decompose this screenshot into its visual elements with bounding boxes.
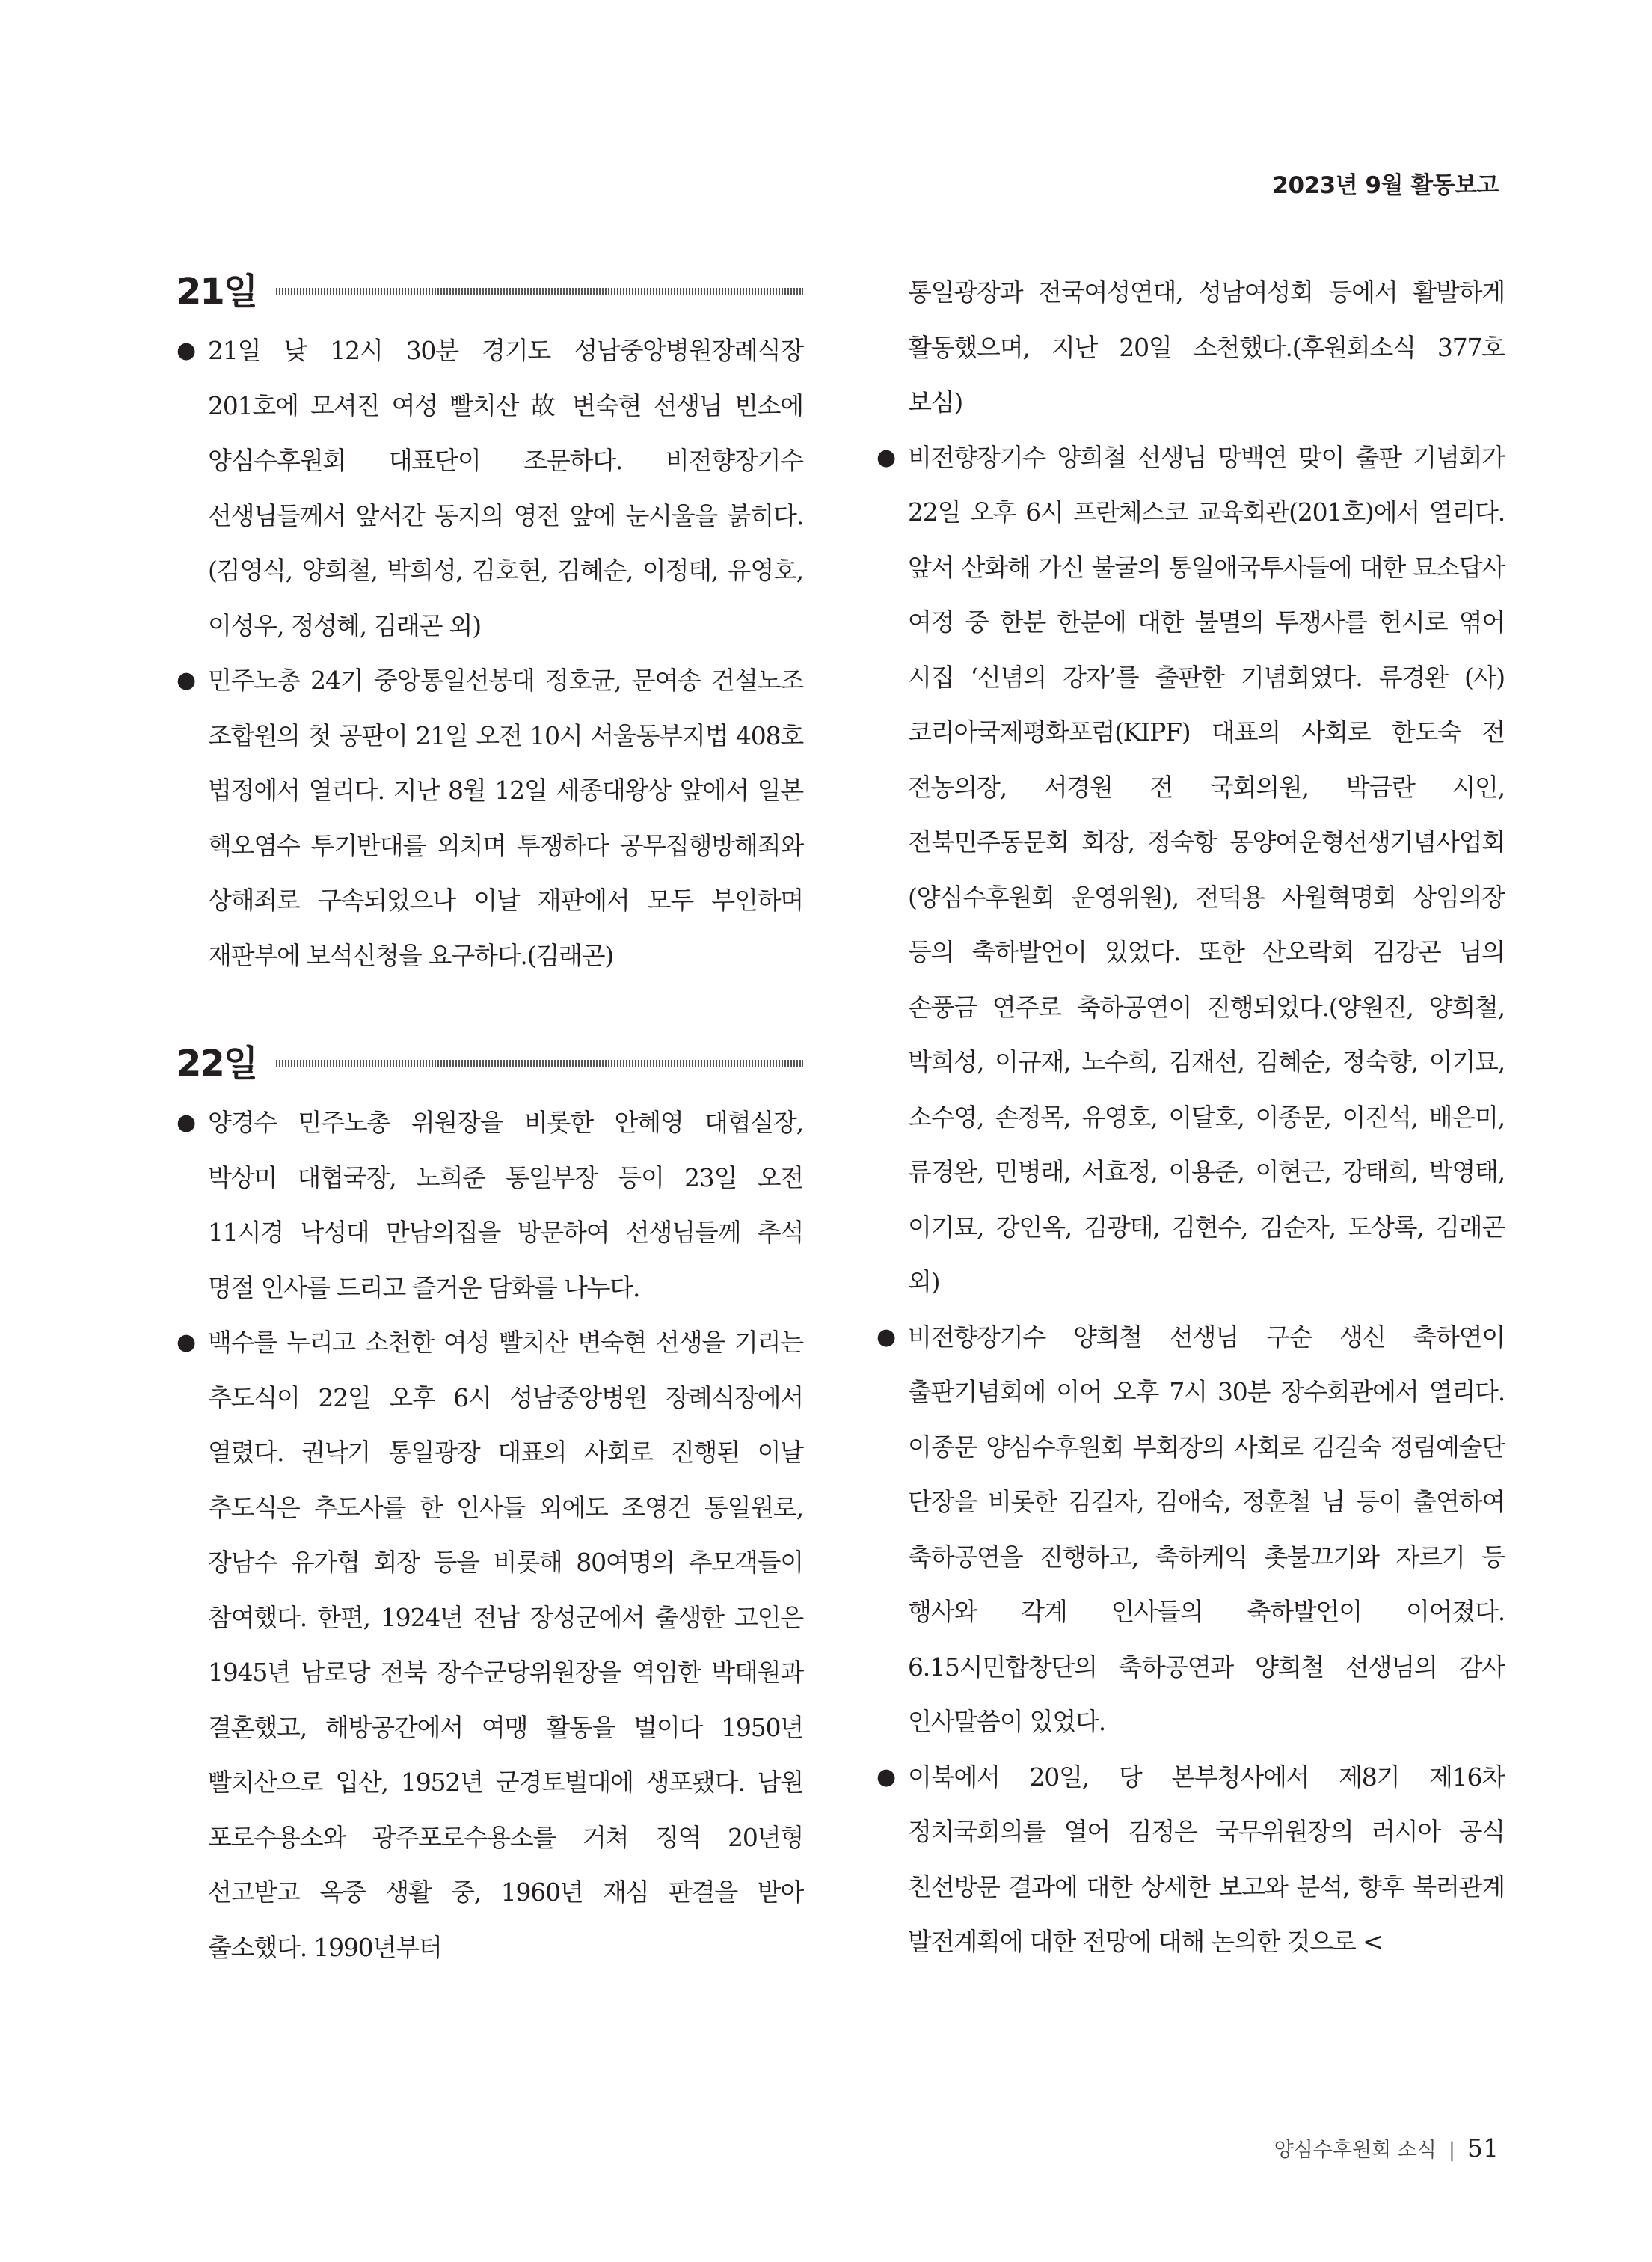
page-footer bbox=[1274, 2133, 1499, 2163]
page-header-title: 2023년 9월 활동보고 bbox=[1272, 172, 1499, 199]
list-item bbox=[876, 1310, 1505, 1750]
footer-separator: | bbox=[1448, 2139, 1455, 2162]
bullet-icon: ● bbox=[176, 1329, 197, 1355]
item-text: 비전향장기수 양희철 선생님 구순 생신 축하연이 출판기념회에 이어 오후 7시 30분 장수회관에서 열리다. 이종문 양심수후원회 부회장의 사회로 김길숙 정림예술단 단장을 비롯한 김길자, 김애숙, 정훈철 님 등이 출연하여 축하공연을 진행하고, 축하케익 촛불끄기와 자르기 등 행사와 각계 인사들의 축하발언이 이어졌다. 6.15시민합창단의 축하공연과 양희철 선생님의 감사 인사말씀이 있었다. bbox=[908, 1322, 1505, 1736]
list-item bbox=[176, 323, 803, 653]
publication-name: 양심수후원회 소식 bbox=[1274, 2139, 1437, 2162]
list-item bbox=[876, 1750, 1505, 1970]
section-day-label: 22일 bbox=[176, 1043, 257, 1085]
item-text: 비전향장기수 양희철 선생님 망백연 맞이 출판 기념회가 22일 오후 6시 프란체스코 교육회관(201호)에서 열리다. 앞서 산화해 가신 불굴의 통일애국투사들에 대한 묘소답사 여정 중 한분 한분에 대한 불멸의 투쟁사를 헌시로 엮어 시집 ‘신념의 강자’를 출판한 기념회였다. 류경완 (사)코리아국제평화포럼(KIPF) 대표의 사회로 한도숙 전 전농의장, 서경원 전 국회의원, 박금란 시인, 전북민주동문회 회장, 정숙항 몽양여운형선생기념사업회(양심수후원회 운영위원), 전덕용 사월혁명회 상임의장 등의 축하발언이 있었다. 또한 산오락회 김강곤 님의 손풍금 연주로 축하공연이 진행되었다.(양원진, 양희철, 박희성, 이규재, 노수희, 김재선, 김혜순, 정숙향, 이기묘, 소수영, 손정목, 유영호, 이달호, 이종문, 이진석, 배은미, 류경완, 민병래, 서효정, 이용준, 이현근, 강태희, 박영태, 이기묘, 강인옥, 김광태, 김현수, 김순자, 도상록, 김래곤 외) bbox=[908, 442, 1505, 1296]
section-divider bbox=[276, 288, 803, 295]
section-day-label: 21일 bbox=[176, 271, 257, 313]
item-text: 양경수 민주노총 위원장을 비롯한 안혜영 대협실장, 박상미 대협국장, 노희준 통일부장 등이 23일 오전 11시경 낙성대 만남의집을 방문하여 선생님들께 추석 명절 인사를 드리고 즐거운 담화를 나누다. bbox=[208, 1108, 803, 1302]
bullet-icon: ● bbox=[176, 1109, 197, 1135]
bullet-icon: ● bbox=[876, 1763, 897, 1790]
section-divider bbox=[276, 1060, 803, 1067]
list-item bbox=[176, 653, 803, 983]
right-column bbox=[876, 265, 1505, 1970]
item-text: 민주노총 24기 중앙통일선봉대 정호균, 문여송 건설노조 조합원의 첫 공판이 21일 오전 10시 서울동부지법 408호 법정에서 열리다. 지난 8월 12일 세종대왕상 앞에서 일본 핵오염수 투기반대를 외치며 투쟁하다 공무집행방해죄와 상해죄로 구속되었으나 이날 재판에서 모두 부인하며 재판부에 보석신청을 요구하다.(김래곤) bbox=[208, 666, 803, 970]
bullet-icon: ● bbox=[876, 1323, 897, 1350]
item-text: 21일 낮 12시 30분 경기도 성남중앙병원장례식장 201호에 모셔진 여성 빨치산 故 변숙현 선생님 빈소에 양심수후원회 대표단이 조문하다. 비전향장기수 선생님들께서 앞서간 동지의 영전 앞에 눈시울을 붉히다.(김영식, 양희철, 박희성, 김호현, 김혜순, 이정태, 유영호, 이성우, 정성혜, 김래곤 외) bbox=[208, 336, 803, 640]
item-text: 이북에서 20일, 당 본부청사에서 제8기 제16차 정치국회의를 열어 김정은 국무위원장의 러시아 공식 친선방문 결과에 대한 상세한 보고와 분석, 향후 북러관계 발전계획에 대한 전망에 대해 논의한 것으로 < bbox=[908, 1762, 1505, 1956]
list-item bbox=[876, 430, 1505, 1310]
section-heading-21 bbox=[176, 265, 803, 319]
list-item bbox=[176, 1315, 803, 1975]
bullet-icon: ● bbox=[176, 667, 197, 693]
section-heading-22 bbox=[176, 1037, 803, 1091]
bullet-icon: ● bbox=[176, 337, 197, 364]
page-number: 51 bbox=[1467, 2133, 1499, 2163]
list-item bbox=[176, 1095, 803, 1315]
bullet-icon: ● bbox=[876, 444, 897, 471]
item-text: 통일광장과 전국여성연대, 성남여성회 등에서 활발하게 활동했으며, 지난 20일 소천했다.(후원회소식 377호 보심) bbox=[908, 278, 1505, 417]
list-item-continued bbox=[876, 265, 1505, 430]
left-column bbox=[176, 265, 803, 1975]
item-text: 백수를 누리고 소천한 여성 빨치산 변숙현 선생을 기리는 추도식이 22일 오후 6시 성남중앙병원 장례식장에서 열렸다. 권낙기 통일광장 대표의 사회로 진행된 이날 추도식은 추도사를 한 인사들 외에도 조영건 통일원로, 장남수 유가협 회장 등을 비롯해 80여명의 추모객들이 참여했다. 한편, 1924년 전남 장성군에서 출생한 고인은 1945년 남로당 전북 장수군당위원장을 역임한 박태원과 결혼했고, 해방공간에서 여맹 활동을 벌이다 1950년 빨치산으로 입산, 1952년 군경토벌대에 생포됐다. 남원 포로수용소와 광주포로수용소를 거쳐 징역 20년형 선고받고 옥중 생활 중, 1960년 재심 판결을 받아 출소했다. 1990년부터 bbox=[208, 1328, 803, 1962]
